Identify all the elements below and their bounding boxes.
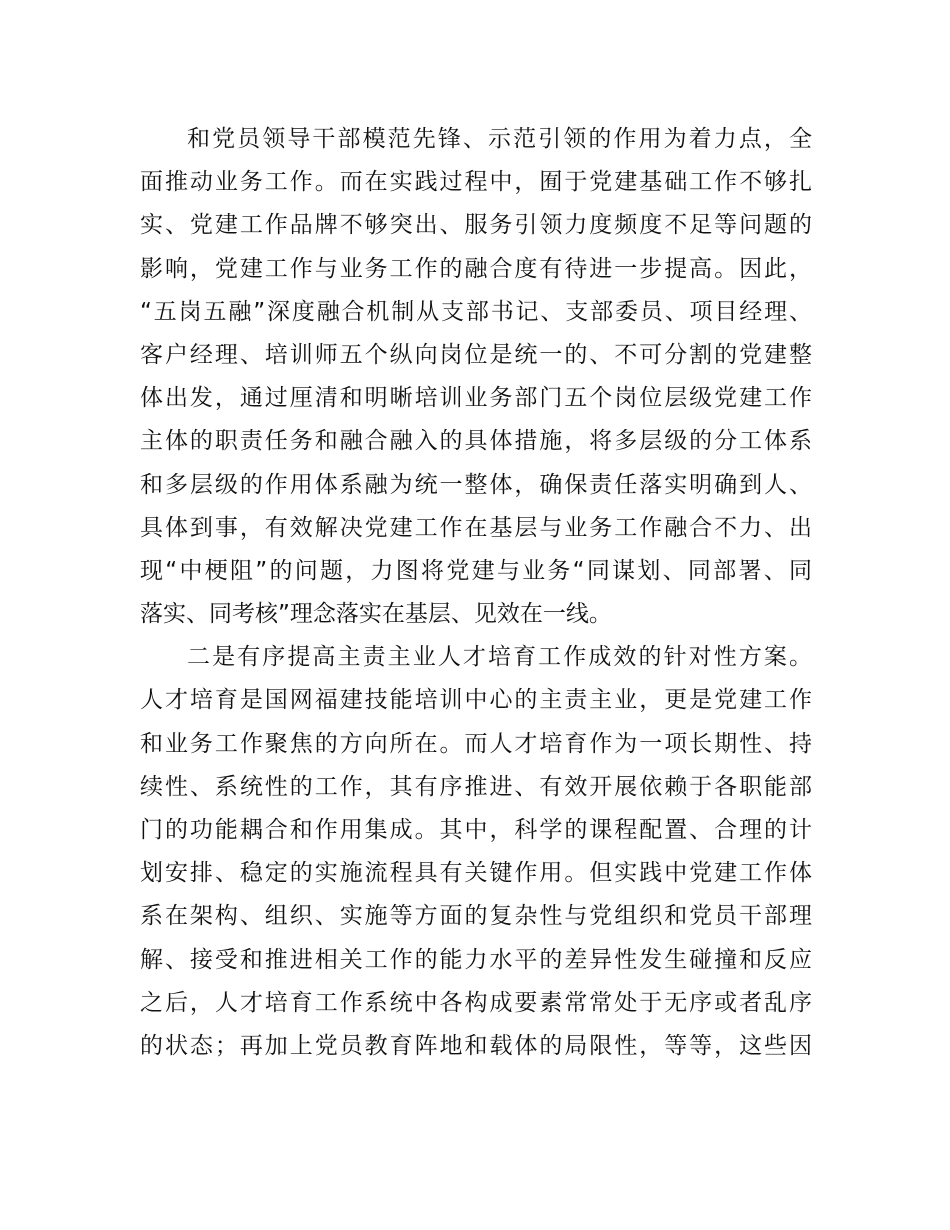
paragraph-1 (140, 118, 812, 636)
text-line: 现“中梗阻”的问题，力图将党建与业务“同谋划、同部署、同 (140, 557, 812, 584)
text-line: 和多层级的作用体系融为统一整体，确保责任落实明确到人、 (140, 471, 812, 498)
paragraph-2 (140, 636, 812, 1068)
text-line: 解、接受和推进相关工作的能力水平的差异性发生碰撞和反应 (140, 946, 812, 973)
text-line: 客户经理、培训师五个纵向岗位是统一的、不可分割的党建整 (140, 341, 812, 368)
text-line: 续性、系统性的工作，其有序推进、有效开展依赖于各职能部 (140, 773, 812, 800)
text-line: 系在架构、组织、实施等方面的复杂性与党组织和党员干部理 (140, 903, 812, 930)
text-line: 二是有序提高主责主业人才培育工作成效的针对性方案。 (187, 644, 812, 671)
document-page (140, 118, 812, 1068)
text-line: 之后，人才培育工作系统中各构成要素常常处于无序或者乱序 (140, 989, 812, 1016)
text-line: 和党员领导干部模范先锋、示范引领的作用为着力点，全 (187, 126, 812, 152)
text-line: 人才培育是国网福建技能培训中心的主责主业，更是党建工作 (140, 687, 812, 714)
text-line: 实、党建工作品牌不够突出、服务引领力度频度不足等问题的 (140, 212, 812, 239)
text-line: 主体的职责任务和融合融入的具体措施，将多层级的分工体系 (140, 428, 812, 455)
text-line: 门的功能耦合和作用集成。其中，科学的课程配置、合理的计 (140, 817, 812, 843)
text-line: 划安排、稳定的实施流程具有关键作用。但实践中党建工作体 (140, 860, 812, 887)
text-line: “五岗五融”深度融合机制从支部书记、支部委员、项目经理、 (140, 298, 812, 325)
text-line: 具体到事，有效解决党建工作在基层与业务工作融合不力、出 (140, 514, 812, 541)
text-line: 和业务工作聚焦的方向所在。而人才培育作为一项长期性、持 (140, 730, 812, 757)
text-line: 影响，党建工作与业务工作的融合度有待进一步提高。因此， (140, 255, 812, 282)
text-line: 面推动业务工作。而在实践过程中，囿于党建基础工作不够扎 (140, 169, 812, 196)
text-line: 体出发，通过厘清和明晰培训业务部门五个岗位层级党建工作 (140, 385, 812, 412)
text-line: 的状态；再加上党员教育阵地和载体的局限性，等等，这些因 (140, 1032, 812, 1059)
text-line: 落实、同考核”理念落实在基层、见效在一线。 (140, 601, 612, 628)
